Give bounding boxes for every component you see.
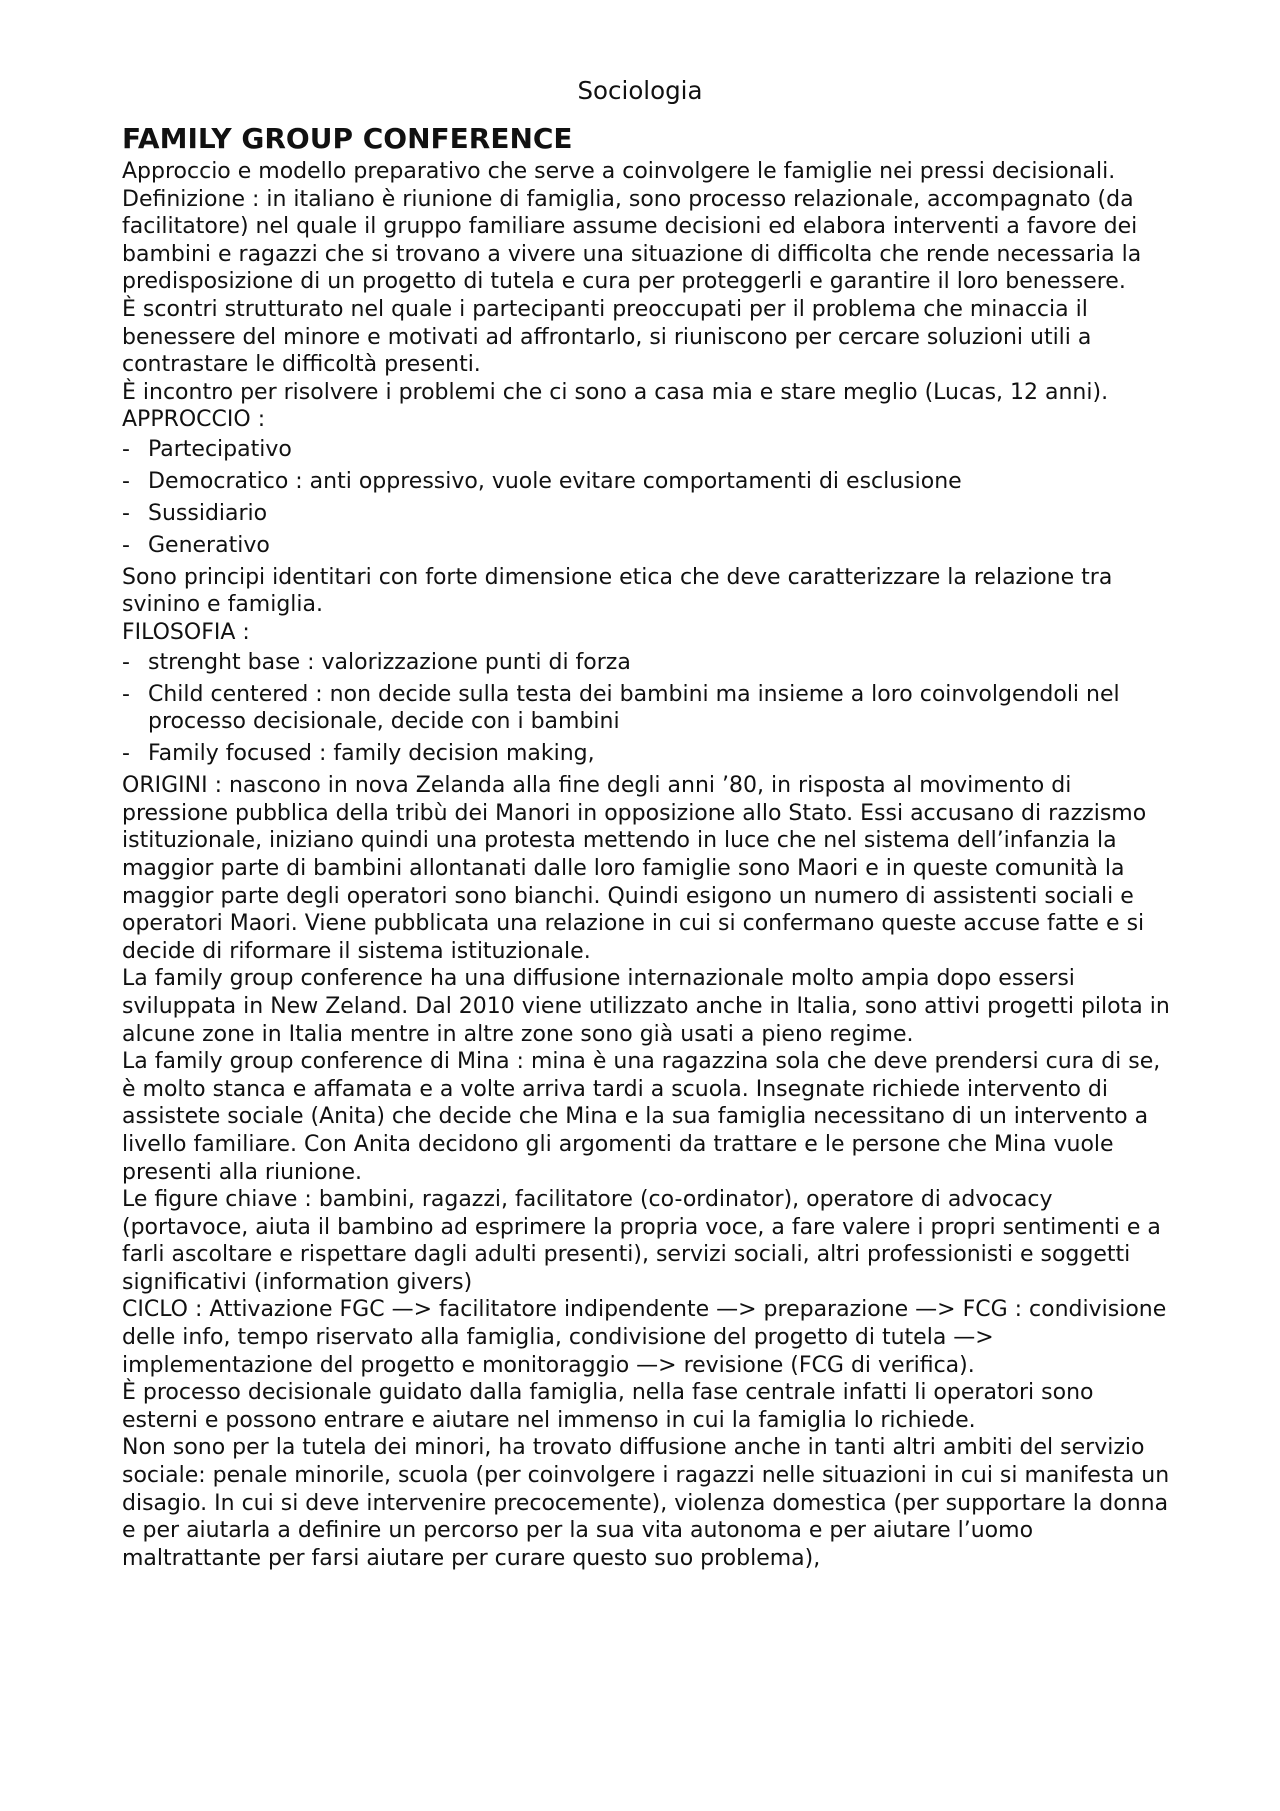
paragraph-principles: Sono principi identitari con forte dimensione etica che deve caratterizzare la relazione tra svinino e famiglia. [122,564,1113,618]
paragraph-diffusion: La family group conference ha una diffusione internazionale molto ampia dopo essersi sviluppata in New Zeland. Dal 2010 viene utilizzato anche in Italia, sono attivi progetti pilota in alcune zone in Italia mentre in altre zone sono già usati a pieno regime. [122,966,1170,1047]
list-item: - Child centered : non decide sulla testa dei bambini ma insieme a loro coinvolgendoli nel processo decisionale, decide con i bambini [122,681,1172,736]
paragraph-quote: È incontro per risolvere i problemi che ci sono a casa mia e stare meglio (Lucas, 12 anni). [122,379,1109,405]
list-item: - Democratico : anti oppressivo, vuole evitare comportamenti di esclusione [122,468,1172,496]
approccio-list [122,436,1172,560]
paragraph-family-led: È processo decisionale guidato dalla famiglia, nella fase centrale infatti li operatori sono esterni e possono entrare e aiutare nel immenso in cui la famiglia lo richiede. [122,1380,1094,1433]
paragraph-structured-meeting: È scontri strutturato nel quale i partecipanti preoccupati per il problema che minaccia il benessere del minore e motivati ad affrontarlo, si riuniscono per cercare soluzioni utili a contrastare le difficoltà presenti. [122,296,1092,378]
list-item: - Family focused : family decision making, [122,740,1172,768]
paragraph-definition: Definizione : in italiano è riunione di famiglia, sono processo relazionale, accompagnato (da facilitatore) nel quale il gruppo familiare assume decisioni ed elabora interventi a favore dei bambini e ragazzi che si trovano a vivere una situazione di difficolta che rende necessaria la predisposizione di un progetto di tutela e cura per proteggerli e garantire il loro benessere. [122,186,1142,295]
paragraph-other-areas: Non sono per la tutela dei minori, ha trovato diffusione anche in tanti altri ambiti del servizio sociale: penale minorile, scuola (per coinvolgere i ragazzi nelle situazioni in cui si manifesta un disagio. In cui si deve intervenire precocemente), violenza domestica (per supportare la donna e per aiutarla a definire un percorso per la sua vita autonoma e per aiutare l’uomo maltrattante per farsi aiutare per curare questo suo problema), [122,1435,1170,1571]
paragraph-ciclo: CICLO : Attivazione FGC —> facilitatore indipendente —> preparazione —> FCG : condivisione delle info, tempo riservato alla famiglia, condivisione del progetto di tutela —> implementazione del progetto e monitoraggio —> revisione (FCG di verifica). [122,1297,1167,1378]
list-item: - strenght base : valorizzazione punti di forza [122,649,1172,677]
paragraph-key-figures: Le figure chiave : bambini, ragazzi, facilitatore (co-ordinator), operatore di advocacy (portavoce, aiuta il bambino ad esprimere la propria voce, a fare valere i propri sentimenti e a farli ascoltare e rispettare dagli adulti presenti), servizi sociali, altri professionisti e soggetti significativi (information givers) [122,1187,1161,1295]
list-item: - Generativo [122,532,1172,560]
list-item: - Sussidiario [122,500,1172,528]
paragraph-origini: ORIGINI : nascono in nova Zelanda alla fine degli anni ’80, in risposta al movimento di pressione pubblica della tribù dei Manori in opposizione allo Stato. Essi accusano di razzismo istituzionale, iniziano quindi una protesta mettendo in luce che nel sistema dell’infanzia la maggior parte di bambini allontanati dalle loro famiglie sono Maori e in queste comunità la maggior parte degli operatori sono bianchi. Quindi esigono un numero di assistenti sociali e operatori Maori. Viene pubblicata una relazione in cui si confermano queste accuse fatte e si decide di riformare il sistema istituzionale. [122,773,1147,964]
paragraph-mina: La family group conference di Mina : mina è una ragazzina sola che deve prendersi cura di se, è molto stanca e affamata e a volte arriva tardi a scuola. Insegnate richiede intervento di assistete sociale (Anita) che decide che Mina e la sua famiglia necessitano di un intervento a livello familiare. Con Anita decidono gli argomenti da trattare e le persone che Mina vuole presenti alla riunione. [122,1049,1161,1185]
list-item: - Partecipativo [122,436,1172,464]
paragraph-intro: Approccio e modello preparativo che serve a coinvolgere le famiglie nei pressi decisionali. [122,159,1116,184]
document-body [122,122,1172,1572]
document-title: FAMILY GROUP CONFERENCE [122,122,573,155]
section-label-filosofia: FILOSOFIA : [122,620,250,646]
filosofia-list [122,649,1172,768]
section-label-approccio: APPROCCIO : [122,407,266,433]
page-header: Sociologia [577,76,703,105]
